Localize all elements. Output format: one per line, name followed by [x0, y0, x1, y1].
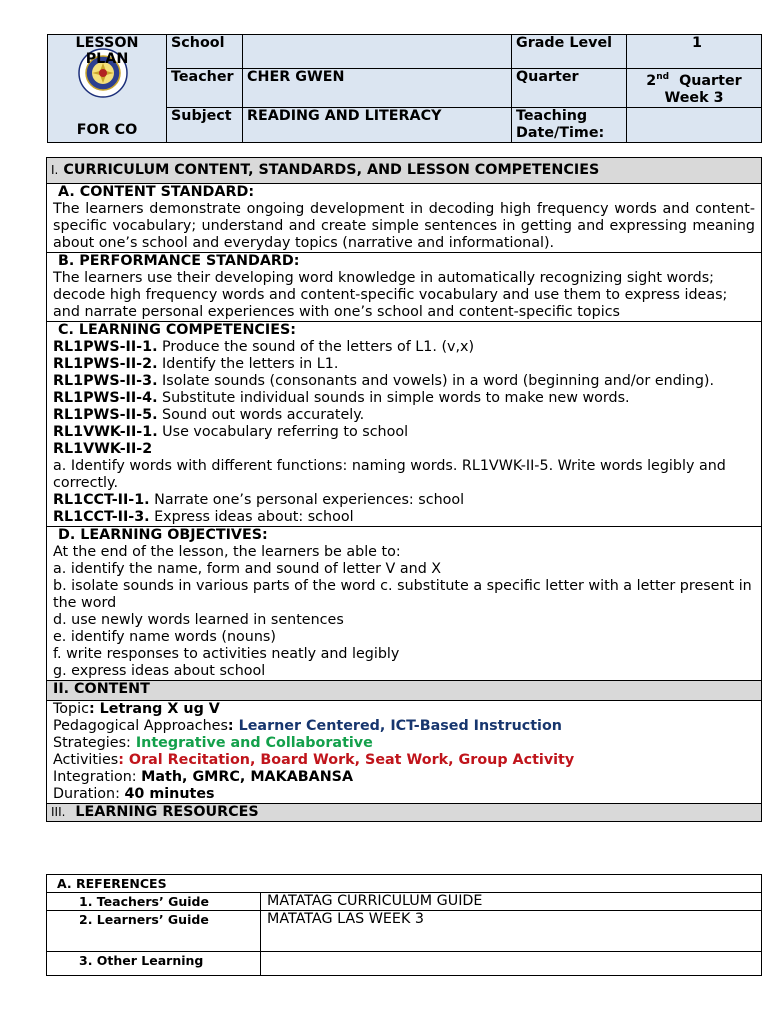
quarter-text: Quarter — [679, 72, 742, 89]
competency-item — [53, 390, 755, 407]
section-2-title: II. CONTENT — [47, 681, 762, 701]
teacher-value: CHER GWEN — [243, 69, 512, 108]
integration-value: Math, GMRC, MAKABANSA — [141, 769, 354, 785]
competency-text: Narrate one’s personal experiences: school — [149, 492, 465, 508]
objective-line: g. express ideas about school — [53, 663, 266, 679]
competency-text: Substitute individual sounds in simple words to make new words. — [157, 390, 630, 406]
competencies-note: a. Identify words with different functions: naming words. RL1VWK-II-5. Write words legibly and correctly. — [53, 458, 726, 491]
competency-code: RL1VWK-II-2 — [53, 441, 153, 457]
duration-line — [53, 786, 755, 803]
teachers-guide-value: MATATAG CURRICULUM GUIDE — [261, 893, 762, 911]
strategies-value: Integrative and Collaborative — [130, 735, 373, 751]
topic-line — [53, 701, 755, 718]
topic-value: : Letrang X ug V — [88, 701, 220, 717]
competency-text: Produce the sound of the letters of L1. (v,x) — [157, 339, 475, 355]
other-learning-label: 3. Other Learning — [47, 952, 261, 976]
pedagogy-line — [53, 718, 755, 735]
competency-item — [53, 424, 755, 441]
competencies-list — [53, 339, 755, 458]
section-1-title-text: CURRICULUM CONTENT, STANDARDS, AND LESSON COMPETENCIES — [63, 162, 600, 178]
pedagogy-label: Pedagogical Approaches — [53, 718, 228, 734]
integration-label: Integration: — [53, 769, 142, 785]
activities-value: : Oral Recitation, Board Work, Seat Work, Group Activity — [118, 752, 575, 768]
competency-item — [53, 509, 755, 526]
section-1-title — [47, 158, 762, 184]
performance-standard-text: The learners use their developing word knowledge in automatically recognizing sight words; decode high frequency words and content-specific vocabulary and use them to express ideas; and narrate personal experiences with one’s school and content-specific topics — [53, 270, 728, 320]
competency-item — [53, 373, 755, 390]
competency-item — [53, 356, 755, 373]
section-3-numeral: III. — [51, 805, 66, 819]
teaching-value — [627, 107, 762, 142]
activities-line — [53, 752, 755, 769]
performance-standard — [47, 253, 762, 322]
learning-competencies — [47, 322, 762, 527]
competency-code: RL1CCT-II-1. — [53, 492, 150, 508]
competency-item — [53, 492, 755, 509]
learners-guide-value: MATATAG LAS WEEK 3 — [261, 911, 762, 952]
for-co-label: FOR CO — [76, 121, 138, 138]
topic-label: Topic — [53, 701, 89, 717]
lesson-plan-title: LESSON PLAN — [75, 35, 139, 63]
section-3-title-text: LEARNING RESOURCES — [75, 804, 259, 820]
objective-line: b. isolate sounds in various parts of the word c. substitute a specific letter with a letter present in the word — [53, 578, 752, 611]
other-learning-value — [261, 952, 762, 976]
objectives-label: D. LEARNING OBJECTIVES: — [58, 527, 268, 543]
competency-code: RL1PWS-II-4. — [53, 390, 158, 406]
pedagogy-colon: : — [227, 718, 234, 734]
competency-item — [53, 407, 755, 424]
objective-line: a. identify the name, form and sound of letter V and X — [53, 561, 442, 577]
activities-label: Activities — [53, 752, 119, 768]
section-3-title — [47, 804, 762, 822]
competency-text: Use vocabulary referring to school — [157, 424, 409, 440]
competency-text: Identify the letters in L1. — [157, 356, 339, 372]
competencies-label: C. LEARNING COMPETENCIES: — [58, 322, 297, 338]
pedagogy-value: Learner Centered, ICT-Based Instruction — [233, 718, 562, 734]
quarter-value — [627, 69, 762, 108]
header-table — [47, 34, 762, 143]
duration-value: 40 minutes — [124, 786, 215, 802]
lesson-table — [46, 157, 762, 822]
objective-line: d. use newly words learned in sentences — [53, 612, 344, 628]
objectives-list — [53, 544, 755, 680]
competency-code: RL1CCT-II-3. — [53, 509, 150, 525]
competency-text: Express ideas about: school — [149, 509, 354, 525]
content-details — [47, 701, 762, 804]
subject-label: Subject — [167, 107, 243, 142]
competency-text: Sound out words accurately. — [157, 407, 365, 423]
teaching-label: Teaching Date/Time: — [512, 107, 627, 142]
teacher-label: Teacher — [167, 69, 243, 108]
objective-line: At the end of the lesson, the learners be able to: — [53, 544, 401, 560]
objective-line: e. identify name words (nouns) — [53, 629, 276, 645]
references-label: A. REFERENCES — [47, 875, 762, 893]
competency-item — [53, 339, 755, 356]
section-1-numeral: I. — [51, 163, 59, 177]
performance-standard-label: B. PERFORMANCE STANDARD: — [58, 253, 300, 269]
content-standard — [47, 184, 762, 253]
competency-code: RL1PWS-II-1. — [53, 339, 158, 355]
strategies-label: Strategies: — [53, 735, 131, 751]
quarter-week: Week 3 — [664, 89, 724, 106]
content-standard-label: A. CONTENT STANDARD: — [58, 184, 255, 200]
competency-item — [53, 441, 755, 458]
resources-table — [46, 874, 762, 976]
grade-value: 1 — [627, 35, 762, 69]
competency-code: RL1PWS-II-5. — [53, 407, 158, 423]
school-label: School — [167, 35, 243, 69]
competency-code: RL1PWS-II-2. — [53, 356, 158, 372]
school-value — [243, 35, 512, 69]
quarter-number: 2 — [646, 72, 657, 89]
integration-line — [53, 769, 755, 786]
strategies-line — [53, 735, 755, 752]
content-standard-text: The learners demonstrate ongoing development in decoding high frequency words and content-specific vocabulary; understand and create simple sentences in getting and expressing meaning about one’s school and everyday topics (narrative and informational). — [53, 201, 755, 251]
competency-text: Isolate sounds (consonants and vowels) in a word (beginning and/or ending). — [157, 373, 715, 389]
subject-value: READING AND LITERACY — [243, 107, 512, 142]
learners-guide-label: 2. Learners’ Guide — [47, 911, 261, 952]
grade-label: Grade Level — [512, 35, 627, 69]
competencies-list-2 — [53, 492, 755, 526]
logo-cell — [48, 35, 167, 143]
quarter-sup: nd — [656, 72, 670, 82]
competency-code: RL1PWS-II-3. — [53, 373, 158, 389]
duration-label: Duration: — [53, 786, 125, 802]
quarter-label: Quarter — [512, 69, 627, 108]
teachers-guide-label: 1. Teachers’ Guide — [47, 893, 261, 911]
competency-code: RL1VWK-II-1. — [53, 424, 158, 440]
objective-line: f. write responses to activities neatly and legibly — [53, 646, 400, 662]
learning-objectives — [47, 527, 762, 681]
